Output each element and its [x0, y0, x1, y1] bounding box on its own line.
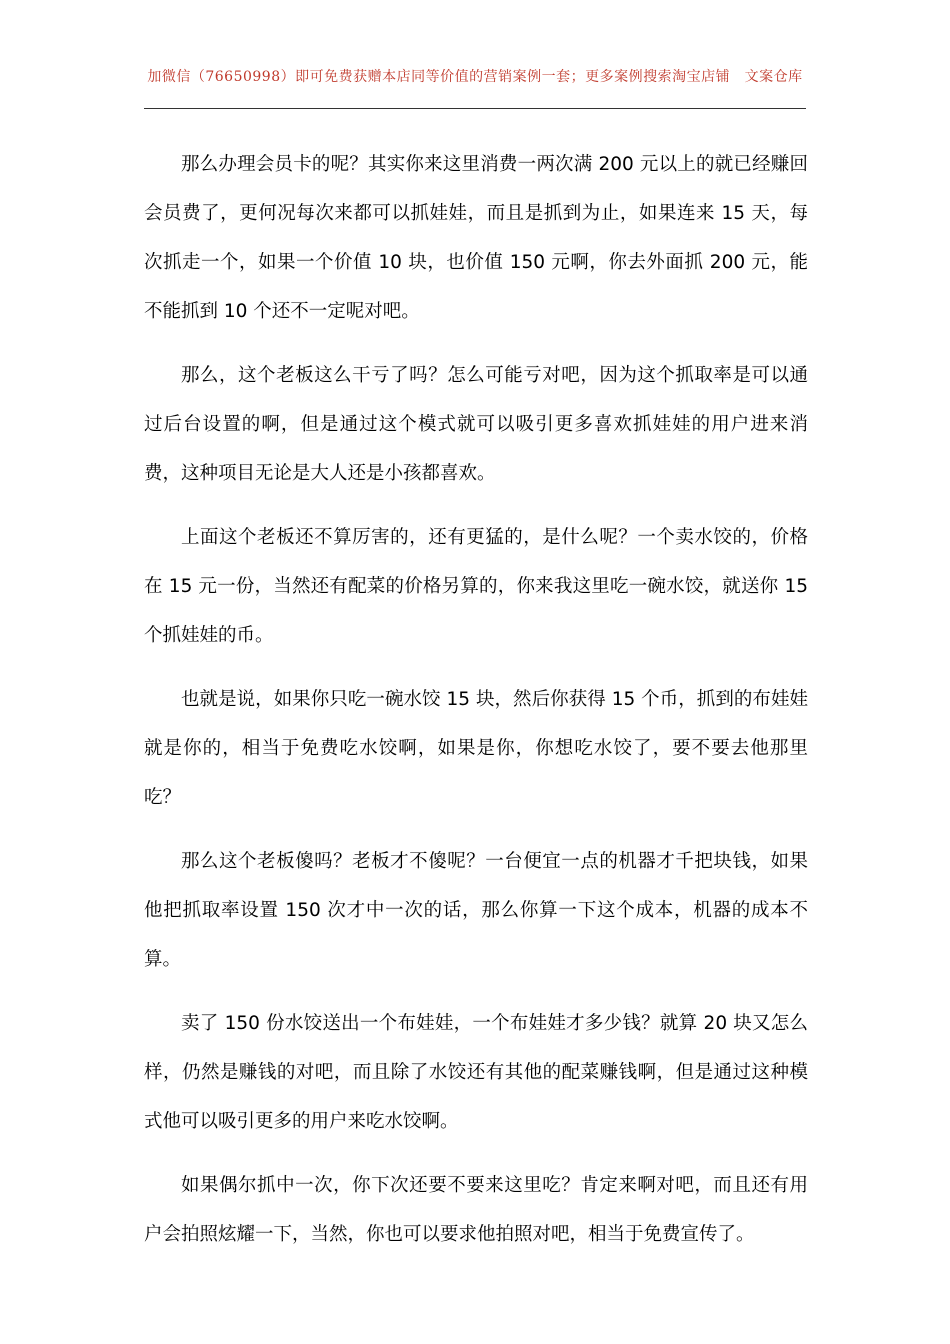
paragraph: 卖了 150 份水饺送出一个布娃娃，一个布娃娃才多少钱？就算 20 块又怎么样，仍然是赚钱的对吧，而且除了水饺还有其他的配菜赚钱啊，但是通过这种模式他可以吸引更多的用户来吃水饺啊。 [144, 1013, 808, 1132]
page-header: 加微信（76650998）即可免费获赠本店同等价值的营销案例一套；更多案例搜索淘宝店铺 文案仓库 [147, 69, 803, 85]
paragraph: 那么这个老板傻吗？老板才不傻呢？一台便宜一点的机器才千把块钱，如果他把抓取率设置 150 次才中一次的话，那么你算一下这个成本，机器的成本不算。 [144, 851, 808, 970]
paragraph: 也就是说，如果你只吃一碗水饺 15 块，然后你获得 15 个币，抓到的布娃娃就是你的，相当于免费吃水饺啊，如果是你，你想吃水饺了，要不要去他那里吃？ [144, 689, 808, 808]
document-body [144, 140, 808, 1274]
paragraph: 那么，这个老板这么干亏了吗？怎么可能亏对吧，因为这个抓取率是可以通过后台设置的啊，但是通过这个模式就可以吸引更多喜欢抓娃娃的用户进来消费，这种项目无论是大人还是小孩都喜欢。 [144, 365, 808, 484]
paragraph: 如果偶尔抓中一次，你下次还要不要来这里吃？肯定来啊对吧，而且还有用户会拍照炫耀一下，当然，你也可以要求他拍照对吧，相当于免费宣传了。 [144, 1175, 808, 1245]
header-divider [144, 108, 806, 109]
paragraph: 那么办理会员卡的呢？其实你来这里消费一两次满 200 元以上的就已经赚回会员费了，更何况每次来都可以抓娃娃，而且是抓到为止，如果连来 15 天，每次抓走一个，如果一个价值 10 块，也价值 150 元啊，你去外面抓 200 元，能不能抓到 10 个还不一定呢对吧。 [144, 154, 808, 322]
paragraph: 上面这个老板还不算厉害的，还有更猛的，是什么呢？一个卖水饺的，价格在 15 元一份，当然还有配菜的价格另算的，你来我这里吃一碗水饺，就送你 15 个抓娃娃的币。 [144, 527, 808, 646]
